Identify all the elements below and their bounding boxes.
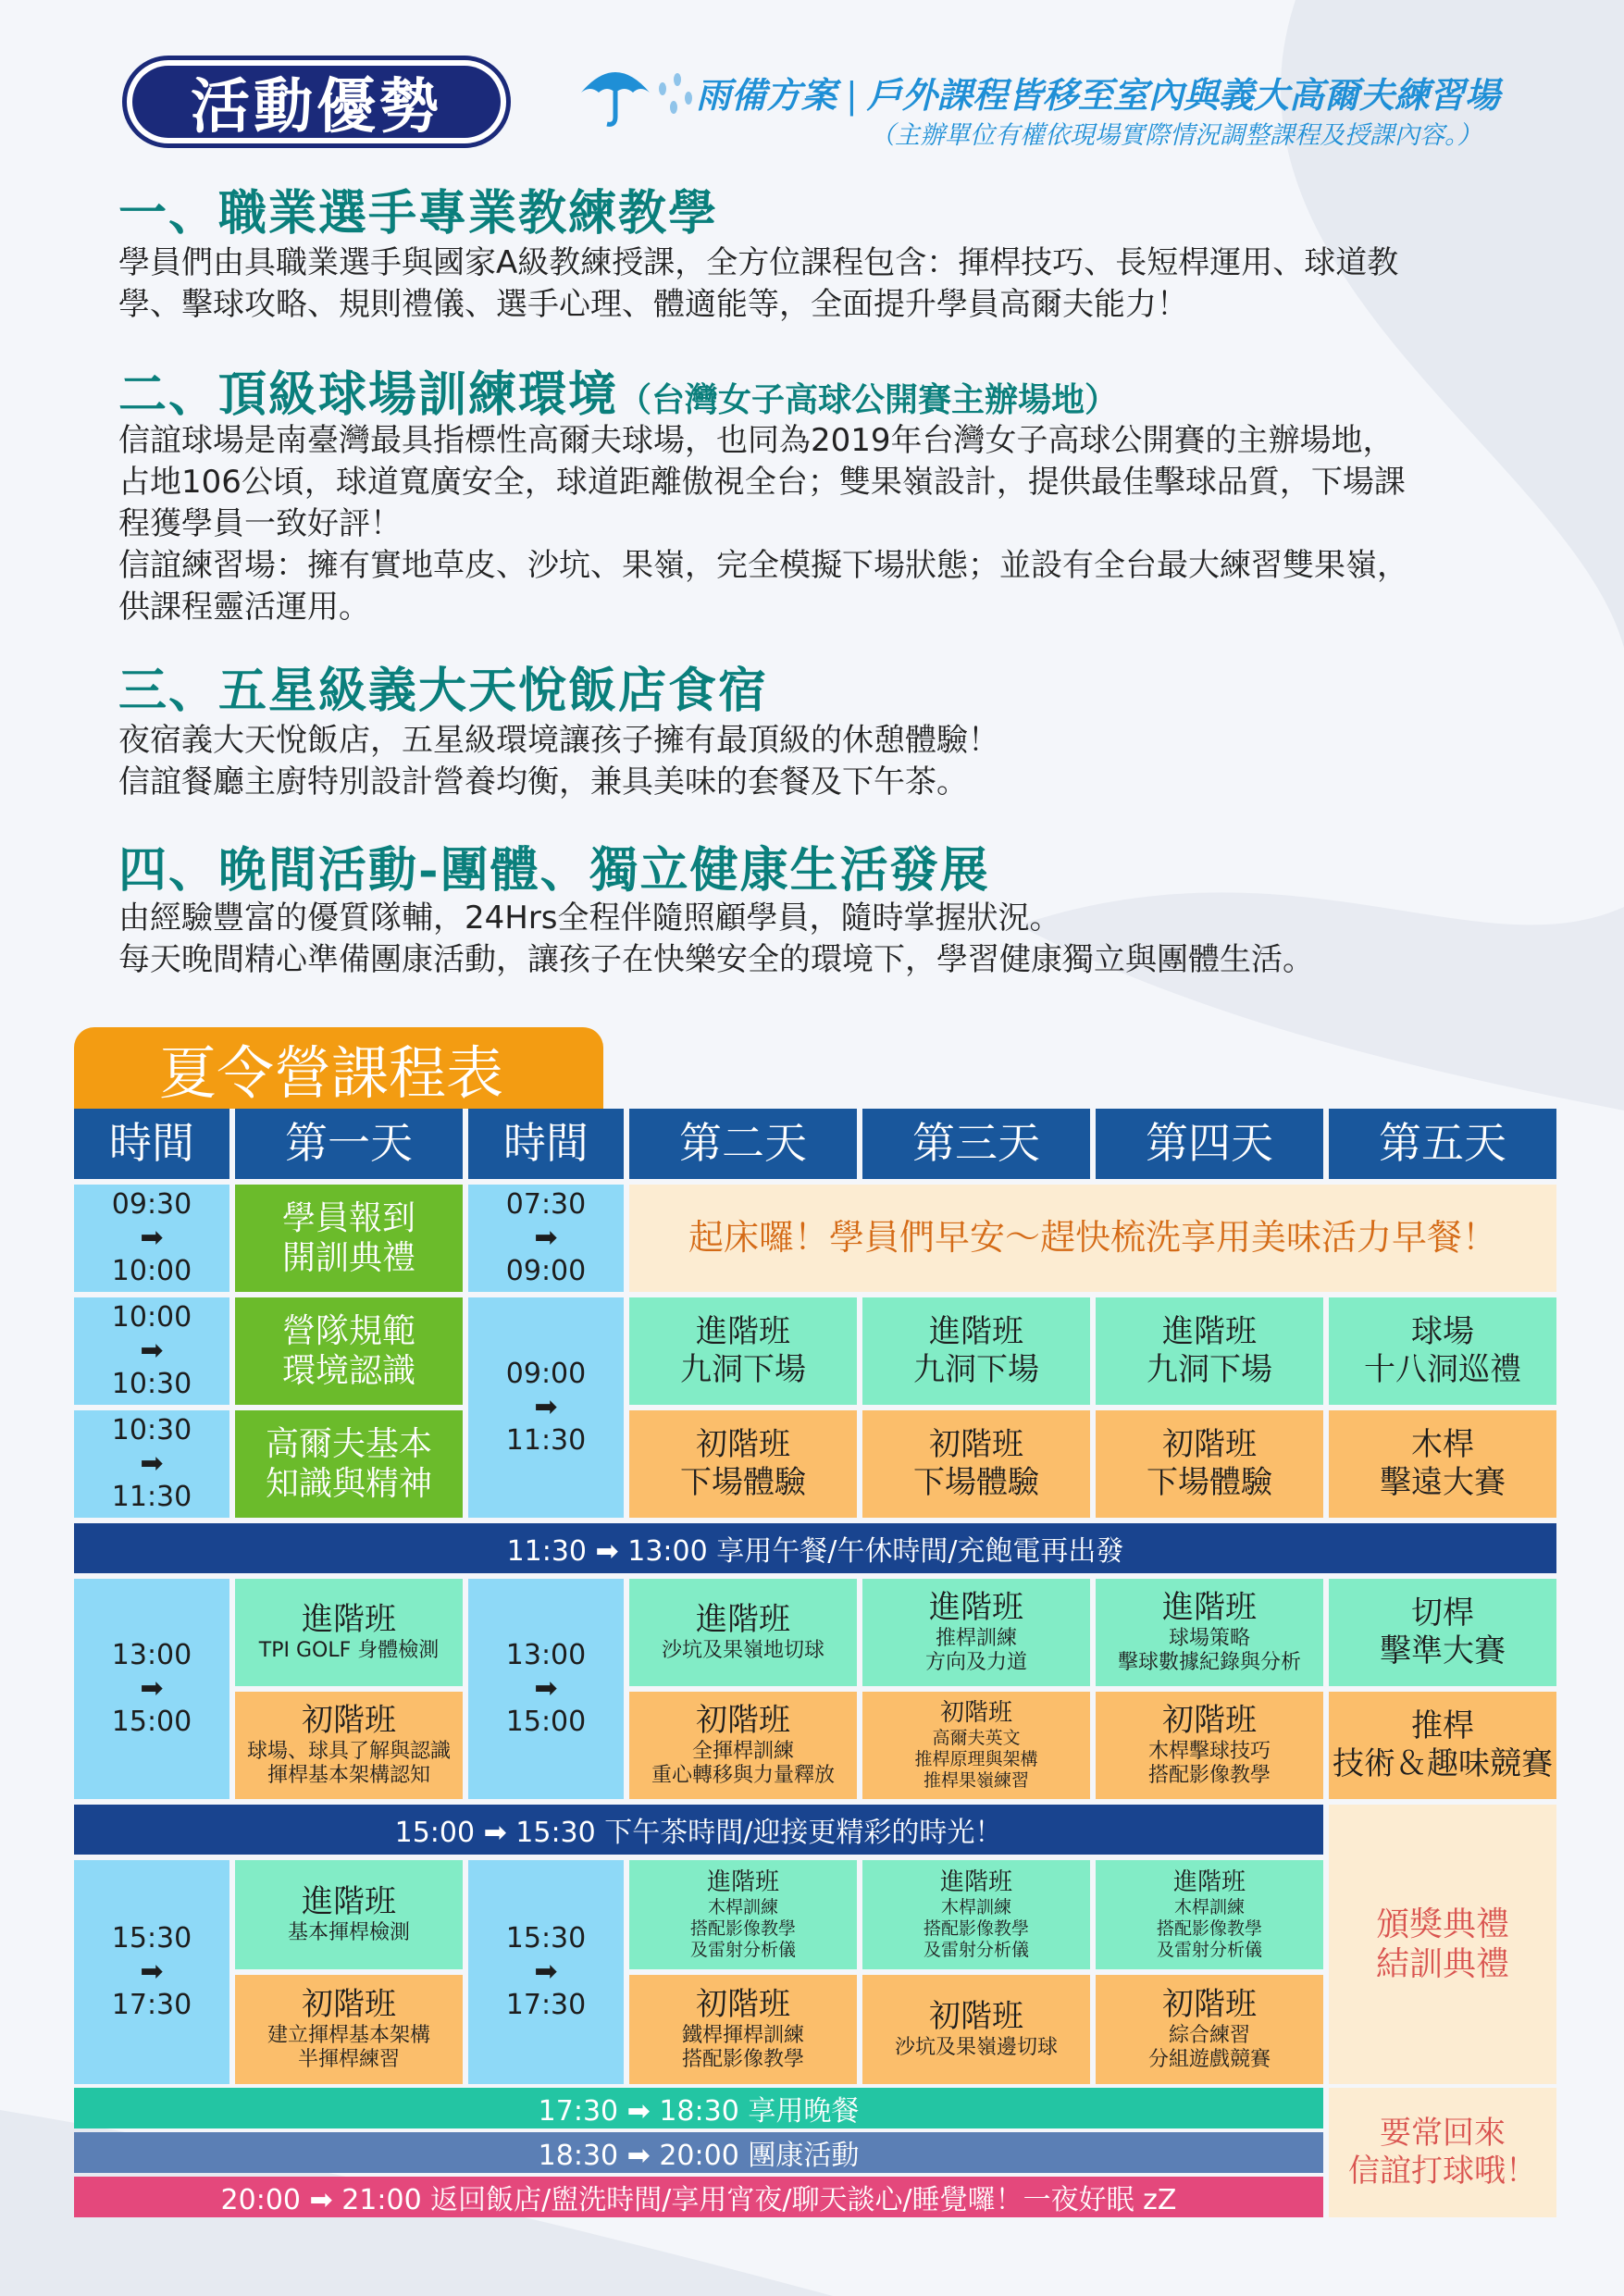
item-line: 木桿 bbox=[1411, 1426, 1474, 1464]
section-4-body bbox=[118, 898, 1525, 981]
item-line: 重心轉移與力量釋放 bbox=[651, 1764, 835, 1788]
item-line: 環境認識 bbox=[281, 1352, 415, 1390]
pm2-beginner-day4 bbox=[1096, 1975, 1323, 2084]
time-end: 09:00 bbox=[505, 1255, 587, 1287]
time-end: 11:30 bbox=[505, 1424, 587, 1457]
item-line: 分組遊戲競賽 bbox=[1147, 2048, 1271, 2072]
item-line: 下場體驗 bbox=[913, 1464, 1039, 1501]
rain-plan-text: 戶外課程皆移至室內與義大高爾夫練習場 bbox=[866, 75, 1500, 116]
time-end: 10:00 bbox=[111, 1255, 192, 1287]
item-line: 進階班 bbox=[929, 1313, 1023, 1351]
morning-advanced-day4 bbox=[1096, 1297, 1323, 1405]
item-line: 全揮桿訓練 bbox=[691, 1740, 794, 1763]
section-2-heading bbox=[118, 355, 1118, 425]
item-line: 切桿 bbox=[1411, 1595, 1474, 1632]
item-line: 知識與精神 bbox=[265, 1465, 432, 1503]
pm1-day1-beginner bbox=[235, 1692, 463, 1799]
rain-plan bbox=[696, 67, 1500, 118]
item-line: 初階班 bbox=[939, 1699, 1012, 1728]
pm1-advanced-day3 bbox=[862, 1579, 1090, 1686]
item-line: 搭配影像教學 bbox=[681, 2048, 804, 2072]
item-line: 頒獎典禮 bbox=[1375, 1905, 1509, 1943]
item-line: 沙坑及果嶺邊切球 bbox=[894, 2036, 1058, 2060]
section-4-line: 由經驗豐富的優質隊輔，24Hrs全程伴隨照顧學員，隨時掌握狀況。 bbox=[118, 900, 1061, 937]
schedule-table bbox=[74, 1109, 1556, 2219]
item-line: 搭配影像教學 bbox=[923, 1918, 1029, 1940]
item-line: 木桿訓練 bbox=[1173, 1897, 1245, 1918]
group-activity-band: 18:30 ➡ 20:00 團康活動 bbox=[74, 2132, 1323, 2173]
item-line: 進階班 bbox=[302, 1883, 396, 1921]
section-2-line: 占地106公頃，球道寬廣安全，球道距離傲視全台；雙果嶺設計，提供最佳擊球品質，下場課 bbox=[118, 464, 1406, 501]
pm2-advanced-day2 bbox=[629, 1860, 857, 1969]
morning-day5-driving-contest bbox=[1329, 1410, 1556, 1518]
section-2-subtitle: （台灣女子高球公開賽主辦場地） bbox=[618, 380, 1119, 419]
item-line: 高爾夫基本 bbox=[265, 1424, 432, 1463]
pm2-beginner-day2 bbox=[629, 1975, 857, 2084]
ceremony-cell bbox=[1329, 1805, 1556, 2084]
item-line: 初階班 bbox=[302, 1702, 396, 1740]
page-title: 活動優勢 bbox=[132, 66, 501, 138]
item-line: 進階班 bbox=[1172, 1868, 1246, 1897]
section-2-title: 二、頂級球場訓練環境 bbox=[118, 366, 619, 423]
section-1-title: 一、職業選手專業教練教學 bbox=[118, 185, 719, 242]
item-line: 方向及力道 bbox=[924, 1651, 1027, 1675]
item-line: 初階班 bbox=[929, 1998, 1023, 2036]
time-start: 07:30 bbox=[505, 1188, 587, 1221]
time-end: 15:00 bbox=[505, 1706, 587, 1738]
closing-message bbox=[1329, 2088, 1556, 2217]
breakfast-banner: 起床囉！學員們早安～趕快梳洗享用美味活力早餐！ bbox=[629, 1185, 1556, 1292]
item-line: 球場策略 bbox=[1168, 1627, 1250, 1650]
arrow-right-icon: ➡ bbox=[140, 1955, 164, 1988]
pm1-beginner-day3 bbox=[862, 1692, 1090, 1799]
time-slot bbox=[468, 1860, 624, 2084]
item-line: 要常回來 bbox=[1380, 2115, 1506, 2153]
item-line: 及雷射分析儀 bbox=[1156, 1939, 1262, 1960]
pm1-day5-chipping-contest bbox=[1329, 1579, 1556, 1686]
pm2-day1-beginner bbox=[235, 1975, 463, 2084]
arrow-right-icon: ➡ bbox=[534, 1222, 558, 1254]
item-line: 擊球數據紀錄與分析 bbox=[1117, 1651, 1301, 1675]
lunch-band: 11:30 ➡ 13:00 享用午餐/午休時間/充飽電再出發 bbox=[74, 1523, 1556, 1573]
tea-band: 15:00 ➡ 15:30 下午茶時間/迎接更精彩的時光！ bbox=[74, 1805, 1323, 1855]
item-line: TPI GOLF 身體檢測 bbox=[258, 1639, 440, 1663]
morning-beginner-day2 bbox=[629, 1410, 857, 1518]
item-line: 球場 bbox=[1411, 1313, 1474, 1351]
item-line: 擊準大賽 bbox=[1380, 1632, 1506, 1669]
time-start: 09:30 bbox=[111, 1188, 192, 1221]
section-4-line: 每天晚間精心準備團康活動，讓孩子在快樂安全的環境下，學習健康獨立與團體生活。 bbox=[118, 941, 1314, 978]
header-day-1: 第一天 bbox=[235, 1109, 463, 1179]
time-end: 10:30 bbox=[111, 1368, 192, 1400]
time-end: 17:30 bbox=[111, 1989, 192, 2021]
time-slot bbox=[74, 1860, 229, 2084]
section-2-line: 信誼練習場：擁有實地草皮、沙坑、果嶺，完全模擬下場狀態；並設有全台最大練習雙果嶺， bbox=[118, 547, 1408, 584]
header-day-4: 第四天 bbox=[1096, 1109, 1323, 1179]
arrow-right-icon: ➡ bbox=[140, 1222, 164, 1254]
time-slot bbox=[468, 1297, 624, 1518]
section-3-heading bbox=[118, 652, 768, 721]
item-line: 初階班 bbox=[696, 1426, 790, 1464]
section-3-line: 信誼餐廳主廚特別設計營養均衡，兼具美味的套餐及下午茶。 bbox=[118, 763, 968, 800]
pm1-day1-advanced bbox=[235, 1579, 463, 1686]
item-line: 推桿果嶺練習 bbox=[923, 1769, 1029, 1791]
section-3-body bbox=[118, 720, 1525, 803]
section-2-line: 供課程靈活運用。 bbox=[118, 589, 370, 626]
section-2-line: 信誼球場是南臺灣最具指標性高爾夫球場，也同為2019年台灣女子高球公開賽的主辦場地， bbox=[118, 422, 1395, 459]
header-time-1: 時間 bbox=[74, 1109, 229, 1179]
arrow-right-icon: ➡ bbox=[140, 1447, 164, 1480]
time-slot bbox=[74, 1185, 229, 1292]
item-line: 進階班 bbox=[939, 1868, 1012, 1897]
time-slot bbox=[74, 1579, 229, 1799]
item-line: 搭配影像教學 bbox=[689, 1918, 796, 1940]
header-day-2: 第二天 bbox=[629, 1109, 857, 1179]
pm1-day5-putting-contest bbox=[1329, 1692, 1556, 1799]
item-line: 九洞下場 bbox=[913, 1351, 1039, 1388]
time-end: 17:30 bbox=[505, 1989, 587, 2021]
arrow-right-icon: ➡ bbox=[534, 1955, 558, 1988]
item-line: 進階班 bbox=[929, 1589, 1023, 1627]
pm2-advanced-day4 bbox=[1096, 1860, 1323, 1969]
section-4-title: 四、晚間活動-團體、獨立健康生活發展 bbox=[118, 842, 990, 899]
pm2-advanced-day3 bbox=[862, 1860, 1090, 1969]
title-badge bbox=[122, 56, 511, 148]
morning-advanced-day2 bbox=[629, 1297, 857, 1405]
item-line: 建立揮桿基本架構 bbox=[267, 2024, 430, 2047]
item-line: 球場、球具了解與認識 bbox=[246, 1740, 451, 1763]
item-line: 學員報到 bbox=[281, 1198, 415, 1237]
item-line: 九洞下場 bbox=[680, 1351, 806, 1388]
section-1-line: 學、擊球攻略、規則禮儀、選手心理、體適能等，全面提升學員高爾夫能力！ bbox=[118, 286, 1188, 323]
section-2-line: 程獲學員一致好評！ bbox=[118, 505, 402, 542]
morning-beginner-day4 bbox=[1096, 1410, 1323, 1518]
day1-item bbox=[235, 1410, 463, 1518]
item-line: 基本揮桿檢測 bbox=[287, 1921, 410, 1945]
pm1-advanced-day2 bbox=[629, 1579, 857, 1686]
item-line: 技術＆趣味競賽 bbox=[1333, 1745, 1553, 1782]
day1-item bbox=[235, 1297, 463, 1405]
item-line: 初階班 bbox=[1162, 1426, 1257, 1464]
item-line: 推桿 bbox=[1411, 1707, 1474, 1745]
pm2-day1-advanced bbox=[235, 1860, 463, 1969]
day1-item bbox=[235, 1185, 463, 1292]
time-slot bbox=[74, 1410, 229, 1518]
time-slot bbox=[468, 1185, 624, 1292]
header-day-3: 第三天 bbox=[862, 1109, 1090, 1179]
item-line: 進階班 bbox=[706, 1868, 779, 1897]
item-line: 十八洞巡禮 bbox=[1364, 1351, 1521, 1388]
item-line: 進階班 bbox=[696, 1313, 790, 1351]
time-start: 09:00 bbox=[505, 1358, 587, 1390]
item-line: 開訓典禮 bbox=[281, 1239, 415, 1277]
item-line: 進階班 bbox=[302, 1601, 396, 1639]
time-start: 15:30 bbox=[111, 1922, 192, 1955]
item-line: 半揮桿練習 bbox=[297, 2048, 400, 2072]
morning-advanced-day3 bbox=[862, 1297, 1090, 1405]
item-line: 搭配影像教學 bbox=[1147, 1764, 1271, 1788]
item-line: 下場體驗 bbox=[1147, 1464, 1272, 1501]
item-line: 營隊規範 bbox=[281, 1311, 415, 1350]
time-start: 13:00 bbox=[505, 1639, 587, 1671]
section-2-body bbox=[118, 420, 1525, 628]
time-start: 10:00 bbox=[111, 1301, 192, 1334]
dinner-band: 17:30 ➡ 18:30 享用晚餐 bbox=[74, 2088, 1323, 2128]
item-line: 進階班 bbox=[1162, 1589, 1257, 1627]
section-4-heading bbox=[118, 831, 990, 900]
item-line: 結訓典禮 bbox=[1375, 1945, 1509, 1983]
item-line: 初階班 bbox=[302, 1986, 396, 2024]
pm2-beginner-day3 bbox=[862, 1975, 1090, 2084]
morning-day5-course-tour bbox=[1329, 1297, 1556, 1405]
arrow-right-icon: ➡ bbox=[140, 1334, 164, 1367]
section-3-line: 夜宿義大天悅飯店，五星級環境讓孩子擁有最頂級的休憩體驗！ bbox=[118, 722, 999, 759]
item-line: 揮桿基本架構認知 bbox=[267, 1764, 430, 1788]
item-line: 綜合練習 bbox=[1168, 2024, 1250, 2047]
item-line: 木桿訓練 bbox=[707, 1897, 778, 1918]
schedule-title: 夏令營課程表 bbox=[159, 1038, 504, 1107]
item-line: 下場體驗 bbox=[680, 1464, 806, 1501]
arrow-right-icon: ➡ bbox=[534, 1672, 558, 1705]
item-line: 木桿訓練 bbox=[940, 1897, 1011, 1918]
item-line: 九洞下場 bbox=[1147, 1351, 1272, 1388]
night-band: 20:00 ➡ 21:00 返回飯店/盥洗時間/享用宵夜/聊天談心/睡覺囉！一夜好眠 zZ bbox=[74, 2177, 1323, 2217]
item-line: 進階班 bbox=[696, 1601, 790, 1639]
item-line: 初階班 bbox=[1162, 1702, 1257, 1740]
item-line: 鐵桿揮桿訓練 bbox=[681, 2024, 804, 2047]
header-day-5: 第五天 bbox=[1329, 1109, 1556, 1179]
item-line: 初階班 bbox=[696, 1986, 790, 2024]
time-start: 10:30 bbox=[111, 1414, 192, 1446]
item-line: 高爾夫英文 bbox=[932, 1728, 1021, 1749]
morning-beginner-day3 bbox=[862, 1410, 1090, 1518]
arrow-right-icon: ➡ bbox=[534, 1391, 558, 1423]
item-line: 木桿擊球技巧 bbox=[1147, 1740, 1271, 1763]
item-line: 推桿訓練 bbox=[935, 1627, 1017, 1650]
time-start: 15:30 bbox=[505, 1922, 587, 1955]
item-line: 初階班 bbox=[696, 1702, 790, 1740]
section-1-line: 學員們由具職業選手與國家A級教練授課，全方位課程包含：揮桿技巧、長短桿運用、球道教 bbox=[118, 244, 1399, 281]
header-time-2: 時間 bbox=[468, 1109, 624, 1179]
pm1-advanced-day4 bbox=[1096, 1579, 1323, 1686]
section-3-title: 三、五星級義大天悅飯店食宿 bbox=[118, 663, 769, 719]
section-1-body bbox=[118, 242, 1525, 326]
item-line: 初階班 bbox=[1162, 1986, 1257, 2024]
time-end: 11:30 bbox=[111, 1481, 192, 1513]
rain-plan-divider: | bbox=[846, 75, 858, 116]
item-line: 搭配影像教學 bbox=[1156, 1918, 1262, 1940]
pm1-beginner-day4 bbox=[1096, 1692, 1323, 1799]
section-1-heading bbox=[118, 174, 718, 243]
item-line: 信誼打球哦！ bbox=[1348, 2153, 1537, 2190]
arrow-right-icon: ➡ bbox=[140, 1672, 164, 1705]
pm1-beginner-day2 bbox=[629, 1692, 857, 1799]
schedule-title-tab bbox=[74, 1027, 603, 1109]
item-line: 沙坑及果嶺地切球 bbox=[661, 1639, 824, 1663]
umbrella-rain-icon bbox=[574, 56, 694, 130]
item-line: 擊遠大賽 bbox=[1380, 1464, 1506, 1501]
item-line: 初階班 bbox=[929, 1426, 1023, 1464]
item-line: 及雷射分析儀 bbox=[923, 1939, 1029, 1960]
item-line: 及雷射分析儀 bbox=[689, 1939, 796, 1960]
time-slot bbox=[468, 1579, 624, 1799]
time-end: 15:00 bbox=[111, 1706, 192, 1738]
item-line: 進階班 bbox=[1162, 1313, 1257, 1351]
time-slot bbox=[74, 1297, 229, 1405]
rain-plan-label: 雨備方案 bbox=[696, 75, 837, 116]
item-line: 推桿原理與架構 bbox=[914, 1749, 1038, 1770]
time-start: 13:00 bbox=[111, 1639, 192, 1671]
rain-plan-note: （主辦單位有權依現場實際情況調整課程及授課內容。） bbox=[870, 121, 1482, 150]
